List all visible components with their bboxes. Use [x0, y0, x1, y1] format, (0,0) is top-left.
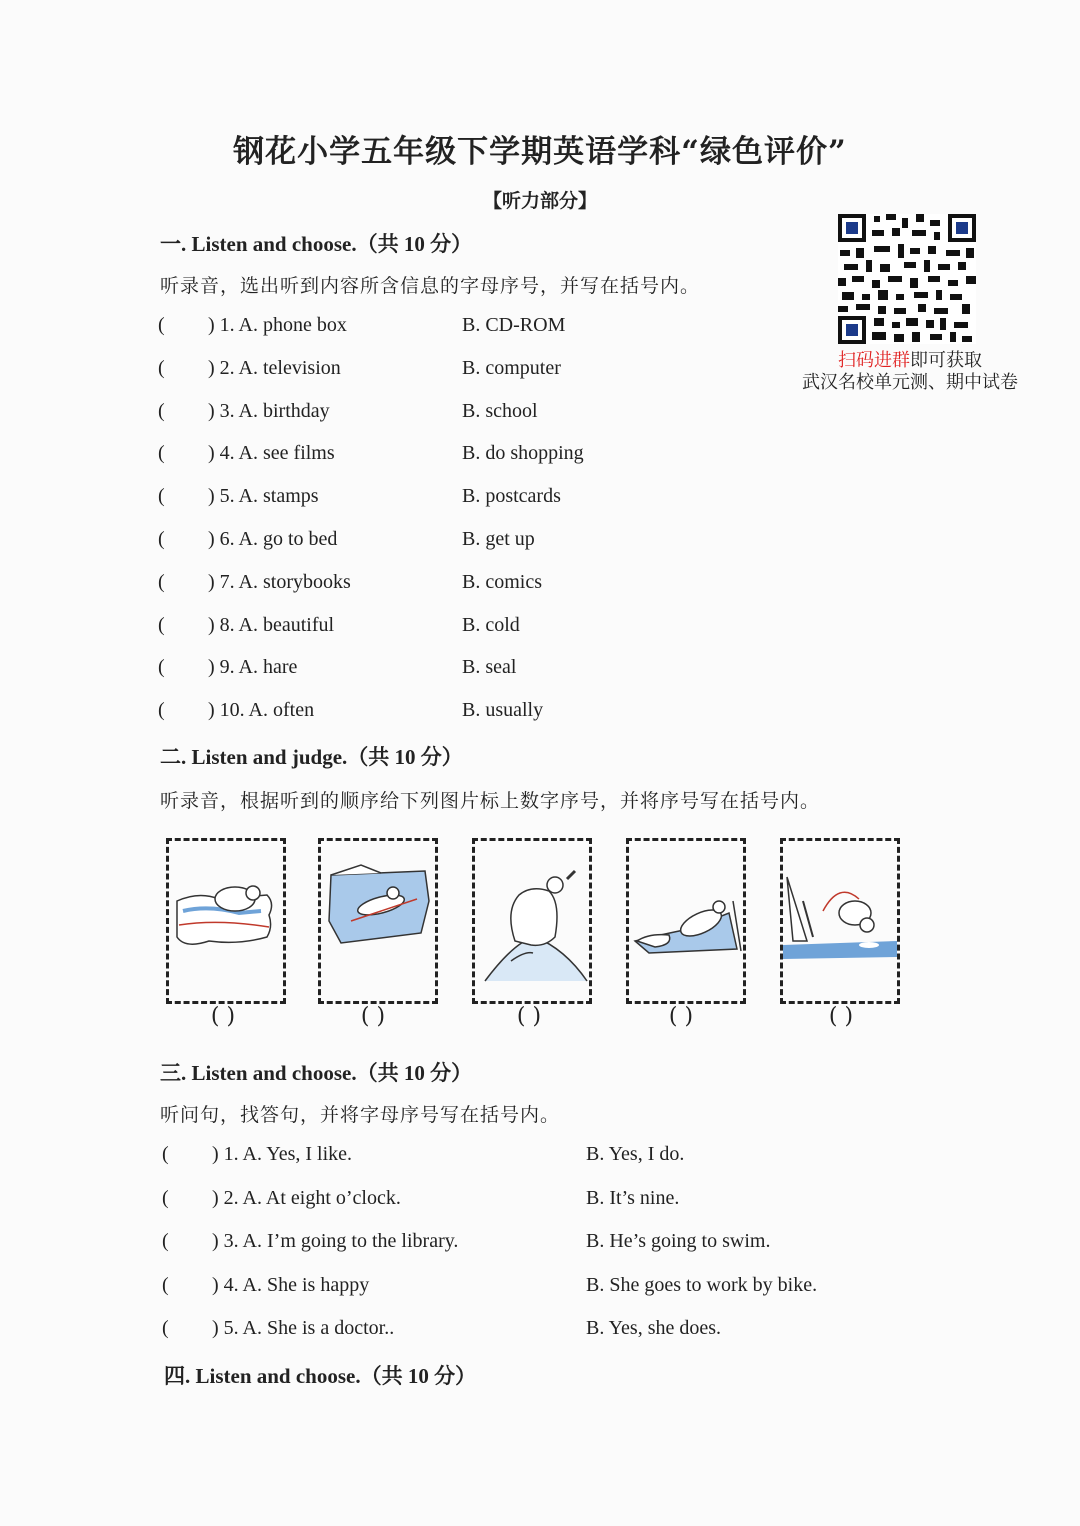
section2-heading: 二. Listen and judge.（共 10 分） — [160, 745, 463, 769]
section2-instruction: 听录音，根据听到的顺序给下列图片标上数字序号，并将序号写在括号内。 — [160, 790, 821, 812]
option-b: B. seal — [462, 656, 517, 679]
option-a: ) 4. A. see films — [208, 442, 335, 465]
answer-paren[interactable]: ( — [158, 699, 165, 722]
polar-bear-diving-icon — [321, 841, 435, 1001]
option-a: ) 7. A. storybooks — [208, 570, 351, 593]
picture-3-answer[interactable]: ( ) — [516, 1004, 542, 1029]
option-a: ) 3. A. I’m going to the library. — [212, 1230, 459, 1252]
option-b: B. postcards — [462, 485, 561, 508]
answer-paren[interactable]: ( — [158, 613, 165, 636]
answer-paren[interactable]: ( — [158, 528, 165, 550]
option-a: ) 1. A. phone box — [208, 314, 347, 336]
option-a: ) 1. A. Yes, I like. — [212, 1143, 353, 1165]
polar-bear-jumping-icon — [783, 841, 897, 1001]
polar-bear-on-rock-icon — [475, 841, 589, 1001]
qr-code[interactable] — [838, 214, 976, 344]
option-a: ) 5. A. stamps — [208, 485, 319, 508]
section4-heading: 四. Listen and choose.（共 10 分） — [164, 1364, 477, 1388]
answer-paren[interactable]: ( — [162, 1273, 169, 1296]
option-b: B. get up — [462, 528, 535, 550]
option-a: ) 9. A. hare — [208, 656, 298, 679]
option-a: ) 6. A. go to bed — [208, 528, 338, 550]
option-a: ) 5. A. She is a doctor.. — [212, 1317, 395, 1339]
answer-paren[interactable]: ( — [162, 1230, 169, 1252]
option-b: B. He’s going to swim. — [586, 1230, 771, 1252]
section3-heading: 三. Listen and choose.（共 10 分） — [160, 1061, 473, 1085]
section3-instruction: 听问句，找答句，并将字母序号写在括号内。 — [160, 1104, 561, 1126]
promo-highlight: 扫码进群 — [838, 350, 910, 371]
option-b: B. computer — [462, 356, 561, 379]
answer-paren[interactable]: ( — [158, 485, 165, 508]
option-b: B. Yes, I do. — [586, 1143, 685, 1165]
picture-4 — [626, 838, 746, 1004]
option-b: B. comics — [462, 570, 542, 593]
option-b: B. Yes, she does. — [586, 1317, 722, 1339]
picture-5 — [780, 838, 900, 1004]
answer-paren[interactable]: ( — [162, 1143, 169, 1165]
answer-paren[interactable]: ( — [162, 1317, 169, 1339]
picture-3 — [472, 838, 592, 1004]
option-b: B. It’s nine. — [586, 1186, 680, 1209]
answer-paren[interactable]: ( — [158, 314, 165, 336]
option-a: ) 8. A. beautiful — [208, 613, 335, 636]
option-a: ) 10. A. often — [208, 699, 315, 722]
section1-heading: 一. Listen and choose.（共 10 分） — [160, 232, 473, 256]
option-b: B. She goes to work by bike. — [586, 1273, 818, 1296]
option-b: B. cold — [462, 613, 520, 636]
picture-1 — [166, 838, 286, 1004]
promo-text — [780, 350, 1040, 394]
promo-line2: 武汉名校单元测、期中试卷 — [802, 372, 1018, 393]
option-a: ) 2. A. television — [208, 356, 341, 379]
polar-bear-sliding-icon — [629, 841, 743, 1001]
promo-rest: 即可获取 — [910, 350, 982, 371]
section1-instruction: 听录音，选出听到内容所含信息的字母序号，并写在括号内。 — [160, 275, 701, 297]
answer-paren[interactable]: ( — [158, 656, 165, 679]
page-title: 钢花小学五年级下学期英语学科“绿色评价” — [233, 134, 847, 170]
answer-paren[interactable]: ( — [158, 399, 165, 422]
option-b: B. CD-ROM — [462, 314, 566, 336]
picture-1-answer[interactable]: ( ) — [210, 1004, 236, 1029]
option-a: ) 2. A. At eight o’clock. — [212, 1186, 401, 1209]
option-a: ) 3. A. birthday — [208, 399, 330, 422]
option-a: ) 4. A. She is happy — [212, 1273, 370, 1296]
page-subtitle: 【听力部分】 — [482, 190, 597, 212]
option-b: B. usually — [462, 699, 544, 722]
option-b: B. school — [462, 399, 538, 422]
picture-5-answer[interactable]: ( ) — [828, 1004, 854, 1029]
answer-paren[interactable]: ( — [158, 570, 165, 593]
picture-2 — [318, 838, 438, 1004]
option-b: B. do shopping — [462, 442, 584, 465]
answer-paren[interactable]: ( — [158, 442, 165, 465]
polar-bear-swimming-icon — [169, 841, 283, 1001]
picture-4-answer[interactable]: ( ) — [668, 1004, 694, 1029]
picture-2-answer[interactable]: ( ) — [360, 1004, 386, 1029]
answer-paren[interactable]: ( — [162, 1186, 169, 1209]
answer-paren[interactable]: ( — [158, 356, 165, 379]
qr-code-icon — [838, 214, 976, 344]
